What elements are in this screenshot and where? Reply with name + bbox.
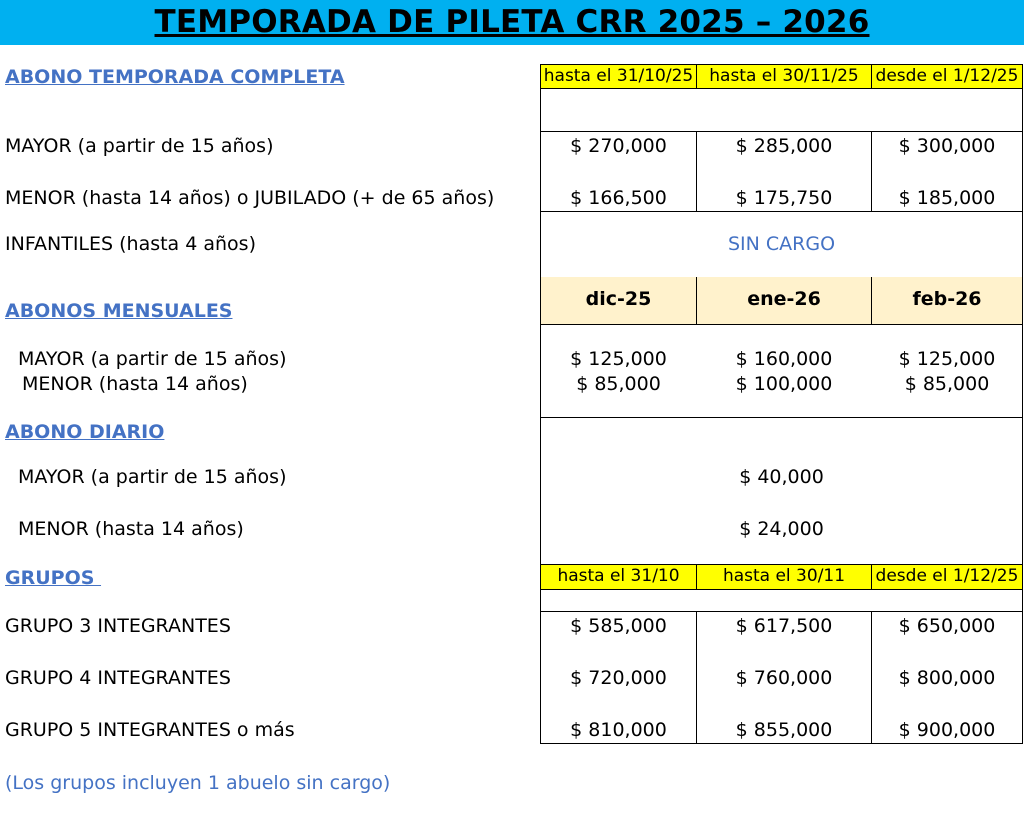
grupos-3-value-1: $ 585,000	[570, 615, 667, 637]
grupos-col-1: hasta el 31/10	[540, 564, 697, 590]
infantiles-label: INFANTILES (hasta 4 años)	[5, 233, 256, 255]
mensuales-mayor-value-3: $ 125,000	[898, 348, 996, 370]
grupos-5-value-1: $ 810,000	[570, 719, 667, 741]
mensuales-mayor-value-1: $ 125,000	[570, 348, 667, 370]
diario-mayor-value: $ 40,000	[739, 466, 824, 488]
section-header-mensuales: ABONOS MENSUALES	[5, 300, 233, 322]
grupos-5-value-3: $ 900,000	[898, 719, 996, 741]
grupos-col-3: desde el 1/12/25	[871, 564, 1023, 590]
mensuales-values-box	[540, 324, 1023, 418]
section-header-temporada: ABONO TEMPORADA COMPLETA	[5, 66, 345, 88]
section-header-diario: ABONO DIARIO	[5, 421, 165, 443]
temporada-col-1: hasta el 31/10/25	[540, 64, 697, 89]
grupos-row-4-label: GRUPO 4 INTEGRANTES	[5, 667, 231, 689]
diario-box	[540, 417, 1023, 565]
grupos-col-2: hasta el 30/11	[696, 564, 872, 590]
diario-row-menor-label: MENOR (hasta 14 años)	[18, 518, 244, 540]
mensuales-row-mayor-label: MAYOR (a partir de 15 años)	[18, 348, 287, 370]
grupos-4-value-3: $ 800,000	[898, 667, 996, 689]
temporada-mayor-value-1: $ 270,000	[570, 135, 667, 157]
temporada-col-3: desde el 1/12/25	[871, 64, 1023, 89]
mensuales-menor-value-3: $ 85,000	[904, 373, 990, 395]
temporada-row-menor-label: MENOR (hasta 14 años) o JUBILADO (+ de 65 años)	[5, 187, 495, 209]
infantiles-value: SIN CARGO	[727, 233, 836, 255]
footnote: (Los grupos incluyen 1 abuelo sin cargo)	[5, 772, 391, 794]
grupos-3-value-3: $ 650,000	[898, 615, 996, 637]
page-title: TEMPORADA DE PILETA CRR 2025 – 2026	[154, 4, 870, 40]
mensuales-row-menor-label: MENOR (hasta 14 años)	[22, 373, 248, 395]
section-header-grupos: GRUPOS	[5, 567, 102, 589]
title-banner	[0, 0, 1024, 45]
diario-row-mayor-label: MAYOR (a partir de 15 años)	[18, 466, 287, 488]
mensuales-col-2: ene-26	[696, 277, 872, 325]
temporada-menor-value-1: $ 166,500	[570, 187, 667, 209]
mensuales-col-1: dic-25	[540, 277, 697, 325]
mensuales-menor-value-1: $ 85,000	[576, 373, 661, 395]
grupos-3-value-2: $ 617,500	[735, 615, 833, 637]
temporada-menor-value-2: $ 175,750	[735, 187, 833, 209]
temporada-col-2: hasta el 30/11/25	[696, 64, 872, 89]
grupos-5-value-2: $ 855,000	[735, 719, 833, 741]
grupos-spacer-row	[540, 589, 1023, 612]
temporada-mayor-value-3: $ 300,000	[898, 135, 996, 157]
temporada-mayor-value-2: $ 285,000	[735, 135, 833, 157]
temporada-menor-value-3: $ 185,000	[898, 187, 996, 209]
grupos-4-value-2: $ 760,000	[735, 667, 833, 689]
mensuales-col-3: feb-26	[871, 277, 1023, 325]
diario-menor-value: $ 24,000	[739, 518, 824, 540]
mensuales-mayor-value-2: $ 160,000	[735, 348, 833, 370]
temporada-spacer-row	[540, 88, 1023, 132]
grupos-row-5-label: GRUPO 5 INTEGRANTES o más	[5, 719, 295, 741]
temporada-row-mayor-label: MAYOR (a partir de 15 años)	[5, 135, 274, 157]
grupos-row-3-label: GRUPO 3 INTEGRANTES	[5, 615, 231, 637]
mensuales-menor-value-2: $ 100,000	[735, 373, 833, 395]
grupos-4-value-1: $ 720,000	[570, 667, 667, 689]
